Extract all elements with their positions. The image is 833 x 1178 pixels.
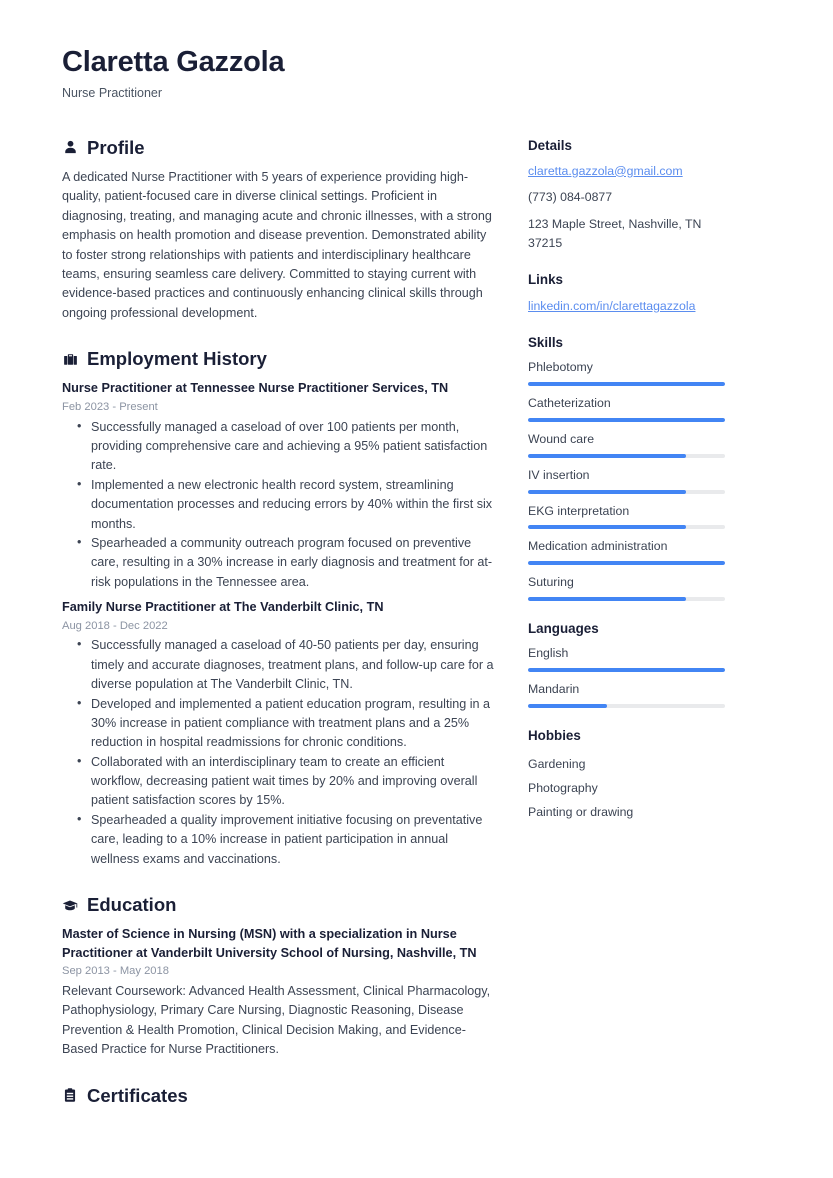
section-profile	[62, 138, 498, 323]
address-text: 123 Maple Street, Nashville, TN 37215	[528, 217, 702, 250]
skill-meter-track	[528, 382, 725, 386]
employment-entry-date: Feb 2023 - Present	[62, 400, 158, 413]
sidebar-block-languages	[528, 621, 733, 708]
skill-meter-fill	[528, 525, 686, 529]
education-entry-title: Master of Science in Nursing (MSN) with a specialization in Nurse Practitioner at Vanderbilt University School of Nursing, Nashville, TN	[62, 927, 477, 960]
language-item	[528, 681, 733, 708]
list-item: • Collaborated with an interdisciplinary team to create an efficient workflow, decreasing patient wait times by 20% and improving overall patient satisfaction scores by 15%.	[83, 753, 498, 811]
skill-item	[528, 574, 733, 601]
main-column	[62, 138, 528, 1132]
skill-meter-track	[528, 490, 725, 494]
clipboard-icon	[62, 1087, 78, 1104]
section-header-profile	[62, 138, 498, 158]
skill-meter-fill	[528, 418, 725, 422]
linkedin-link[interactable]: linkedin.com/in/clarettagazzola	[528, 298, 696, 313]
email-link[interactable]: claretta.gazzola@gmail.com	[528, 163, 683, 178]
skill-meter-fill	[528, 597, 686, 601]
hobby-item: Gardening	[528, 756, 586, 771]
section-title-profile: Profile	[87, 136, 145, 158]
education-entry-date: Sep 2013 - May 2018	[62, 965, 169, 978]
language-meter-fill	[528, 668, 725, 672]
sidebar-title-skills: Skills	[528, 335, 563, 351]
skill-label: Medication administration	[528, 539, 668, 554]
list-item: • Spearheaded a quality improvement initiative focusing on preventative care, leading to a 10% increase in patient participation in annual wellness exams and vaccinations.	[83, 811, 498, 869]
section-education	[62, 895, 498, 1060]
hobby-item: Painting or drawing	[528, 805, 634, 820]
section-header-education	[62, 895, 498, 915]
section-title-education: Education	[87, 894, 177, 916]
section-employment-history	[62, 349, 498, 869]
employment-entry-bullets	[62, 636, 498, 869]
sidebar-title-details: Details	[528, 137, 572, 153]
skill-item	[528, 467, 733, 494]
profile-summary-text: A dedicated Nurse Practitioner with 5 years of experience providing high-quality, patient-focused care in diverse clinical settings. Proficient in diagnosing, treating, and managing acute and chronic illnesses, with a strong emphasis on health promotion and disease prevention. Demonstrated ability to foster strong relationships with patients and interdisciplinary healthcare teams, ensuring seamless care delivery. Committed to staying current with evidence-based practices and continuously enhancing clinical skills through ongoing professional development.	[62, 169, 492, 320]
skill-meter-track	[528, 561, 725, 565]
skill-item	[528, 538, 733, 565]
language-meter-fill	[528, 704, 607, 708]
section-header-certificates	[62, 1086, 498, 1106]
skill-label: Wound care	[528, 431, 595, 446]
sidebar-block-details	[528, 138, 733, 253]
skill-meter-track	[528, 525, 725, 529]
resume-header	[0, 0, 833, 102]
language-item	[528, 645, 733, 672]
list-item: • Implemented a new electronic health record system, streamlining documentation processes and reducing errors by 40% within the first six months.	[83, 476, 498, 534]
skill-meter-fill	[528, 490, 686, 494]
employment-entry-title: Nurse Practitioner at Tennessee Nurse Practitioner Services, TN	[62, 381, 449, 396]
skill-meter-track	[528, 597, 725, 601]
skill-label: Phlebotomy	[528, 360, 593, 375]
candidate-name: Claretta Gazzola	[62, 46, 285, 78]
skill-item	[528, 503, 733, 530]
briefcase-icon	[62, 351, 78, 368]
employment-entry-date: Aug 2018 - Dec 2022	[62, 619, 168, 632]
graduation-cap-icon	[62, 897, 78, 914]
section-title-certificates: Certificates	[87, 1084, 188, 1106]
list-item: • Developed and implemented a patient education program, resulting in a 30% increase in patient compliance with treatment plans and a 25% reduction in hospital readmissions for chronic conditions.	[83, 695, 498, 753]
skill-item	[528, 395, 733, 422]
employment-entry-bullets	[62, 418, 498, 593]
education-entry-description: Relevant Coursework: Advanced Health Assessment, Clinical Pharmacology, Pathophysiology, Primary Care Nursing, Diagnostic Reasoning, Disease Prevention & Health Promotion, Clinical Decision Making, and Evidence-Based Practice for Nurse Practitioners.	[62, 983, 491, 1057]
language-meter-track	[528, 704, 725, 708]
sidebar-title-hobbies: Hobbies	[528, 727, 581, 743]
section-certificates	[62, 1086, 498, 1106]
hobby-item: Photography	[528, 780, 598, 795]
employment-entry-title: Family Nurse Practitioner at The Vanderbilt Clinic, TN	[62, 600, 384, 615]
person-icon	[62, 139, 78, 156]
skill-meter-fill	[528, 454, 686, 458]
sidebar-block-links	[528, 272, 733, 315]
sidebar-column	[528, 138, 733, 845]
skill-meter-track	[528, 454, 725, 458]
sidebar-title-languages: Languages	[528, 621, 599, 637]
employment-entry	[62, 379, 498, 592]
education-entry	[62, 925, 498, 1059]
skill-meter-fill	[528, 561, 725, 565]
list-item: • Spearheaded a community outreach program focused on preventive care, resulting in a 30% increase in early diagnosis and treatment for at-risk populations in the Tennessee area.	[83, 534, 498, 592]
skill-item	[528, 431, 733, 458]
sidebar-block-hobbies	[528, 728, 733, 824]
skill-label: Suturing	[528, 575, 574, 590]
employment-entry	[62, 598, 498, 869]
language-label: English	[528, 646, 569, 661]
skill-label: Catheterization	[528, 396, 611, 411]
section-title-employment: Employment History	[87, 348, 267, 370]
language-meter-track	[528, 668, 725, 672]
language-label: Mandarin	[528, 681, 580, 696]
sidebar-title-links: Links	[528, 272, 563, 288]
section-header-employment	[62, 349, 498, 369]
sidebar-block-skills	[528, 335, 733, 601]
skill-meter-fill	[528, 382, 725, 386]
resume-body	[0, 138, 833, 1132]
skill-meter-track	[528, 418, 725, 422]
skill-item	[528, 359, 733, 386]
phone-text: (773) 084-0877	[528, 190, 613, 205]
skill-label: IV insertion	[528, 467, 590, 482]
list-item: • Successfully managed a caseload of 40-50 patients per day, ensuring timely and accurate diagnoses, treatment plans, and follow-up care for a diverse population at The Vanderbilt Clinic, TN.	[83, 636, 498, 694]
candidate-job-title: Nurse Practitioner	[62, 86, 163, 101]
skill-label: EKG interpretation	[528, 503, 630, 518]
list-item: • Successfully managed a caseload of over 100 patients per month, providing comprehensive care and achieving a 95% patient satisfaction rate.	[83, 418, 498, 476]
